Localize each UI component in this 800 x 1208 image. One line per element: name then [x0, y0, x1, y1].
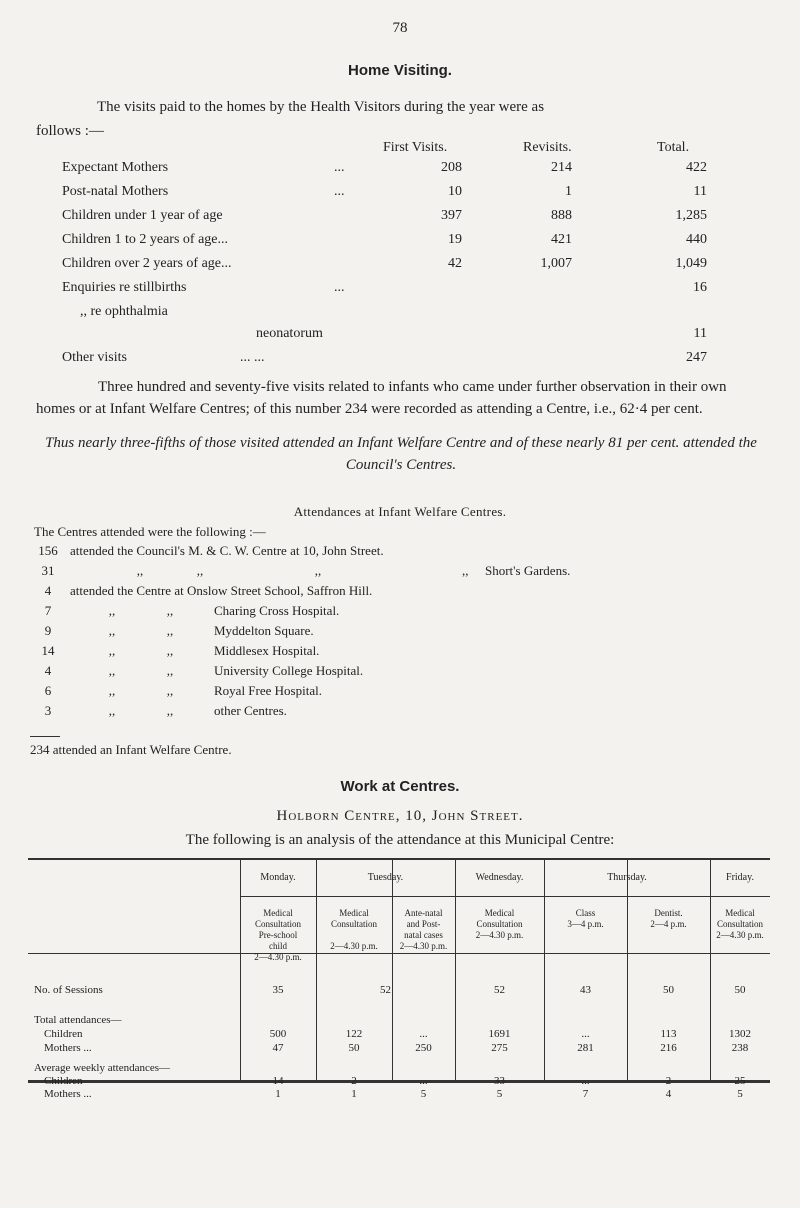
- table-cell: 1691: [488, 1028, 511, 1040]
- table-cell: 50: [663, 984, 674, 996]
- subheader-line: Medical: [725, 908, 755, 918]
- row-label: Average weekly attendances—: [34, 1062, 171, 1074]
- visit-row: [0, 208, 800, 230]
- ditto-mark: ,,: [108, 623, 116, 638]
- subheader-line: and Post-: [406, 919, 441, 929]
- first-visits-value: 208: [441, 160, 462, 175]
- table-cell: 1: [351, 1088, 357, 1100]
- visit-label: Children over 2 years of age...: [62, 256, 232, 271]
- visit-label: neonatorum: [256, 326, 323, 341]
- ditto-mark: ,,: [108, 703, 116, 718]
- subheader-line: [316, 930, 392, 941]
- total-value: 440: [686, 232, 707, 247]
- subheader-line: 2—4.30 p.m.: [254, 952, 302, 962]
- row-label: Mothers ...: [44, 1042, 92, 1054]
- attendance-count: 4: [44, 583, 52, 598]
- ditto-mark: ,,: [166, 703, 174, 718]
- first-visits-value: 19: [448, 232, 462, 247]
- attendance-place: Charing Cross Hospital.: [214, 603, 340, 618]
- table-cell: 250: [415, 1042, 432, 1054]
- total-value: 11: [693, 184, 707, 199]
- table-cell: 52: [494, 984, 505, 996]
- table-cell: 275: [491, 1042, 508, 1054]
- table-top-rule: [28, 858, 770, 860]
- ditto-mark: ,,: [166, 623, 174, 638]
- revisits-value: 1: [565, 184, 572, 199]
- attendance-place: University College Hospital.: [214, 663, 364, 678]
- table-cell: 281: [577, 1042, 594, 1054]
- table-cell: 43: [580, 984, 591, 996]
- ditto-mark: ,,: [136, 563, 144, 578]
- attendance-place: other Centres.: [214, 703, 287, 718]
- table-cell: 2: [665, 1075, 672, 1087]
- subheader-line: Consultation: [476, 919, 523, 929]
- subheader-line: Pre-school: [258, 930, 298, 940]
- visit-row: [0, 326, 800, 348]
- visit-label: Expectant Mothers: [62, 160, 169, 175]
- visit-label: Enquiries re stillbirths: [62, 280, 187, 295]
- attendance-count: 14: [41, 643, 55, 658]
- leader-dots: ...: [334, 280, 345, 295]
- total-value: 16: [693, 280, 707, 295]
- table-cell: 5: [737, 1088, 743, 1100]
- table-cell: ...: [419, 1075, 428, 1087]
- visit-label: Post-natal Mothers: [62, 184, 169, 199]
- section-heading-home-visiting: Home Visiting.: [348, 62, 452, 79]
- total-value: 1,049: [675, 256, 707, 271]
- intro-text-cont: follows :—: [36, 123, 104, 139]
- visit-row: [0, 304, 800, 326]
- column-subheader: [316, 908, 392, 952]
- intro-text: The visits paid to the homes by the Health Visitors during the year were as: [97, 99, 545, 115]
- attendance-row: [0, 563, 800, 583]
- analysis-intro: The following is an analysis of the attendance at this Municipal Centre:: [185, 832, 615, 848]
- column-subheader: [710, 908, 770, 941]
- col-first-visits: First Visits.: [383, 140, 448, 155]
- col-total: Total.: [657, 140, 690, 155]
- ditto-mark: ,,: [108, 683, 116, 698]
- day-header: Thursday.: [607, 872, 647, 883]
- subheader-line: Class: [575, 908, 596, 918]
- row-label: Children: [44, 1028, 83, 1040]
- ditto-mark: ,,: [462, 563, 469, 578]
- page-number: 78: [392, 20, 408, 36]
- table-cell: 1: [275, 1088, 281, 1100]
- ditto-mark: ,,: [166, 603, 174, 618]
- attendance-place: Myddelton Square.: [214, 623, 314, 638]
- visit-row: [0, 350, 800, 372]
- column-subheader: [240, 908, 316, 963]
- ditto-mark: ,,: [314, 563, 322, 578]
- table-cell: 4: [665, 1088, 672, 1100]
- attendance-row: [0, 683, 800, 703]
- visit-label: Other visits: [62, 350, 127, 365]
- leader-dots: ... ...: [240, 350, 265, 365]
- attendance-count: 3: [44, 703, 52, 718]
- row-label: No. of Sessions: [34, 984, 103, 996]
- subheader-line: 2—4.30 p.m.: [475, 930, 524, 940]
- total-value: 1,285: [675, 208, 707, 223]
- subheader-line: Consultation: [330, 919, 377, 929]
- attendance-summary: 234 attended an Infant Welfare Centre.: [30, 742, 232, 757]
- ditto-mark: ,,: [108, 663, 116, 678]
- subheader-line: 2—4 p.m.: [650, 919, 687, 929]
- table-cell: 25: [734, 1075, 746, 1087]
- attendance-row: [0, 703, 800, 723]
- attendance-row: [0, 543, 800, 563]
- table-header-rule: [28, 953, 770, 954]
- leader-dots: ...: [334, 184, 345, 199]
- visit-label: Children 1 to 2 years of age...: [62, 232, 229, 247]
- italic-paragraph: Thus nearly three-fifths of those visited attended an Infant Welfare Centre and of these nearly 81 per cent. attended the Council's Centres.: [45, 435, 757, 473]
- attendance-row: [0, 643, 800, 663]
- subheader-line: Medical: [339, 908, 369, 918]
- subheader-line: 2—4.30 p.m.: [399, 941, 448, 951]
- revisits-value: 1,007: [540, 256, 572, 271]
- paragraph: [36, 376, 766, 420]
- day-header: Tuesday.: [367, 872, 404, 883]
- table-cell: ...: [581, 1028, 590, 1040]
- ditto-mark: ,,: [108, 643, 116, 658]
- table-cell: 216: [660, 1042, 677, 1054]
- subheader-line: Medical: [484, 908, 515, 918]
- visit-row: [0, 280, 800, 302]
- subheader-line: child: [269, 941, 287, 951]
- column-subheader: [392, 908, 455, 952]
- table-cell: 5: [496, 1088, 503, 1100]
- table-cell: 2: [351, 1075, 357, 1087]
- first-visits-value: 42: [448, 256, 462, 271]
- ditto-mark: ,,: [166, 663, 174, 678]
- attendance-count: 6: [44, 683, 52, 698]
- paragraph-text: Three hundred and seventy-five visits related to infants who came under further observation in their own homes or at Infant Welfare Centres; of this number 234 were recorded as attending a Centre, i.e., 62·4 per cent.: [36, 379, 727, 417]
- table-cell: 50: [734, 984, 746, 996]
- attendances-intro: The Centres attended were the following :—: [34, 524, 266, 539]
- revisits-value: 888: [551, 208, 572, 223]
- attendance-count: 7: [44, 603, 52, 618]
- table-cell: 35: [272, 984, 284, 996]
- table-cell: 47: [272, 1042, 284, 1054]
- attendances-title: Attendances at Infant Welfare Centres.: [293, 504, 507, 519]
- day-rule: [240, 896, 770, 897]
- ditto-mark: ,,: [108, 603, 116, 618]
- visit-label: Children under 1 year of age: [62, 208, 223, 223]
- centre-name: Holborn Centre, 10, John Street.: [276, 808, 524, 824]
- row-label: Total attendances—: [34, 1014, 122, 1026]
- table-cell: 52: [380, 984, 391, 996]
- subheader-line: Medical: [263, 908, 293, 918]
- column-subheader: [627, 908, 710, 930]
- table-cell: 500: [269, 1028, 287, 1040]
- table-cell: ...: [581, 1075, 590, 1087]
- rule: [30, 736, 60, 737]
- table-cell: 14: [272, 1075, 284, 1087]
- attendance-text: attended the Centre at Onslow Street School, Saffron Hill.: [70, 583, 373, 598]
- ditto-mark: ,,: [166, 643, 174, 658]
- attendance-count: 156: [38, 543, 58, 558]
- row-label: Mothers ...: [44, 1088, 92, 1100]
- subheader-line: Consultation: [716, 919, 763, 929]
- table-cell: 5: [420, 1088, 427, 1100]
- subheader-line: 3—4 p.m.: [567, 919, 604, 929]
- day-header: Friday.: [726, 872, 754, 883]
- subheader-line: Dentist.: [654, 908, 683, 918]
- ditto-mark: ,,: [166, 683, 174, 698]
- table-cell: 113: [660, 1028, 677, 1040]
- total-value: 422: [686, 160, 707, 175]
- attendance-row: [0, 623, 800, 643]
- first-visits-value: 397: [441, 208, 462, 223]
- table-cell: 122: [345, 1028, 363, 1040]
- attendance-place: Middlesex Hospital.: [214, 643, 320, 658]
- attendance-row: [0, 583, 800, 603]
- total-value: 247: [686, 350, 707, 365]
- table-cell: 1302: [729, 1028, 751, 1040]
- visit-row: [0, 256, 800, 278]
- leader-dots: ...: [334, 160, 345, 175]
- table-cell: 7: [582, 1088, 589, 1100]
- col-revisits: Revisits.: [523, 140, 572, 155]
- day-header: Wednesday.: [475, 872, 524, 883]
- subheader-line: 2—4.30 p.m.: [330, 941, 378, 951]
- first-visits-value: 10: [448, 184, 462, 199]
- column-subheader: [544, 908, 627, 930]
- visit-row: [0, 184, 800, 206]
- attendance-place: Royal Free Hospital.: [214, 683, 322, 698]
- table-cell: 238: [731, 1042, 749, 1054]
- attendance-row: [0, 663, 800, 683]
- column-subheader: [455, 908, 544, 941]
- revisits-value: 421: [551, 232, 572, 247]
- day-header: Monday.: [260, 872, 296, 883]
- attendance-place: Short's Gardens.: [485, 563, 571, 578]
- table-cell: 33: [494, 1075, 505, 1087]
- visit-row: [0, 160, 800, 182]
- visit-row: [0, 232, 800, 254]
- row-label: Children: [44, 1075, 83, 1087]
- revisits-value: 214: [551, 160, 572, 175]
- subheader-line: Consultation: [254, 919, 301, 929]
- section-heading-work-at-centres: Work at Centres.: [340, 778, 460, 795]
- subheader-line: 2—4.30 p.m.: [716, 930, 764, 940]
- attendance-count: 9: [44, 623, 52, 638]
- subheader-line: Ante-natal: [404, 908, 443, 918]
- attendance-text: attended the Council's M. & C. W. Centre at 10, John Street.: [70, 543, 384, 558]
- ditto-mark: ,,: [196, 563, 204, 578]
- visit-label: ,, re ophthalmia: [80, 304, 168, 319]
- table-cell: ...: [419, 1028, 428, 1040]
- total-value: 11: [693, 326, 707, 341]
- attendance-row: [0, 603, 800, 623]
- attendance-count: 31: [41, 563, 55, 578]
- subheader-line: natal cases: [404, 930, 443, 940]
- table-cell: 50: [348, 1042, 360, 1054]
- attendance-count: 4: [44, 663, 52, 678]
